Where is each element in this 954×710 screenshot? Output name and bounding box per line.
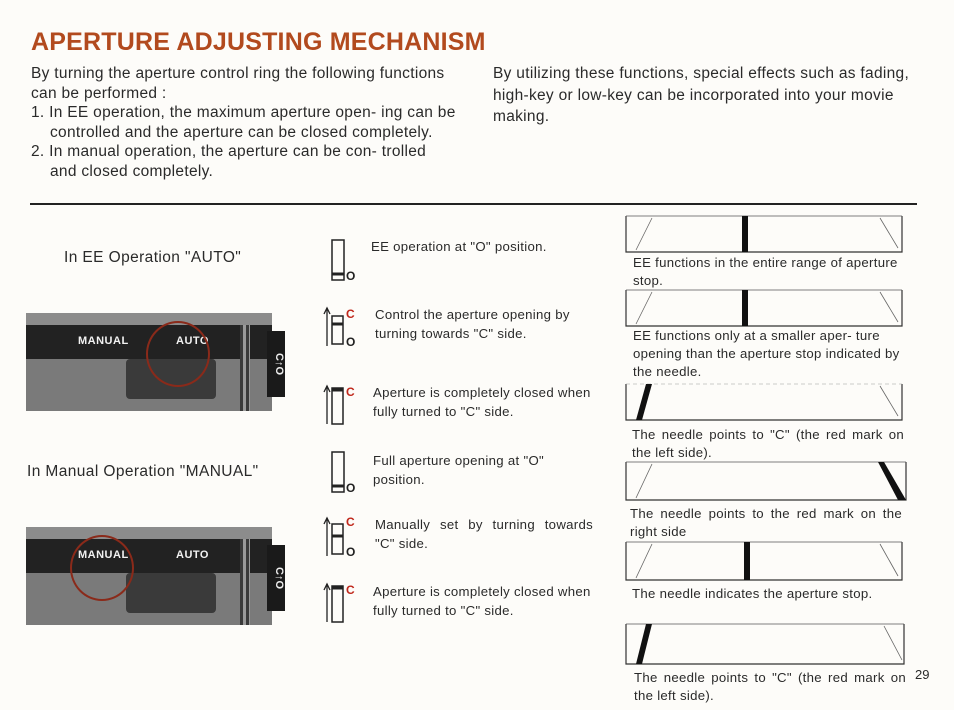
- needle-indicator-4: [622, 458, 910, 504]
- caption-manual-set: Manually set by turning towards "C" side.: [375, 517, 593, 551]
- manual-partial-symbol: [322, 514, 362, 560]
- manual-closed-symbol: [322, 580, 362, 626]
- needle-indicator-3: [622, 380, 906, 424]
- needle-caption-2: EE functions only at a smaller aper- ture opening than the aperture stop indicated by the needle.: [633, 328, 900, 379]
- caption-ee-control: Control the aperture opening by turning towards "C" side.: [375, 307, 570, 341]
- c-letter: C: [346, 515, 355, 529]
- needle-indicator-2: [622, 286, 906, 330]
- aperture-open-symbol: [330, 238, 354, 286]
- o-letter: O: [346, 269, 356, 283]
- needle-caption-4: The needle points to the red mark on the right side: [630, 506, 902, 539]
- needle-caption-5: The needle indicates the aperture stop.: [632, 586, 873, 601]
- aperture-closed-symbol: [322, 382, 362, 428]
- manual-mark: MANUAL: [78, 549, 129, 561]
- c-letter: C: [346, 307, 355, 321]
- highlight-circle: [146, 321, 210, 387]
- intro-item-2: 2. In manual operation, the aperture can be con- trolled and closed completely.: [31, 143, 427, 180]
- intro-left-column: [31, 64, 456, 182]
- camera-photo-auto: [26, 313, 285, 411]
- page-title: APERTURE ADJUSTING MECHANISM: [31, 28, 486, 56]
- manual-operation-label: In Manual Operation "MANUAL": [27, 463, 259, 480]
- manual-open-symbol: [330, 450, 354, 498]
- o-letter: O: [346, 481, 356, 495]
- aperture-scale: C↑O: [267, 331, 285, 397]
- c-letter: C: [346, 583, 355, 597]
- auto-mark: AUTO: [176, 549, 209, 561]
- needle-caption-6: The needle points to "C" (the red mark on the left side).: [634, 670, 906, 703]
- intro-lead: By turning the aperture control ring the following functions can be performed :: [31, 65, 445, 102]
- o-letter: O: [346, 545, 356, 559]
- section-divider: [30, 203, 917, 205]
- needle-caption-1: EE functions in the entire range of aperture stop.: [633, 255, 898, 288]
- needle-indicator-5: [622, 538, 906, 584]
- needle-indicator-1: [622, 212, 906, 256]
- caption-manual-o: Full aperture opening at "O" position.: [373, 453, 544, 487]
- page-number: 29: [915, 667, 930, 682]
- ee-operation-label: In EE Operation "AUTO": [64, 249, 242, 266]
- needle-caption-3: The needle points to "C" (the red mark on the left side).: [632, 427, 904, 460]
- camera-photo-manual: [26, 527, 285, 625]
- needle-indicator-6: [622, 620, 910, 668]
- caption-manual-closed: Aperture is completely closed when fully turned to "C" side.: [373, 584, 591, 618]
- caption-ee-closed: Aperture is completely closed when fully turned to "C" side.: [373, 385, 591, 419]
- auto-mark: AUTO: [176, 335, 209, 347]
- highlight-circle: [70, 535, 134, 601]
- c-letter: C: [346, 385, 355, 399]
- manual-mark: MANUAL: [78, 335, 129, 347]
- caption-ee-o: EE operation at "O" position.: [371, 239, 547, 254]
- aperture-scale: C↑O: [267, 545, 285, 611]
- intro-item-1: 1. In EE operation, the maximum aperture open- ing can be controlled and the aperture can be closed completely.: [31, 104, 456, 141]
- o-letter: O: [346, 335, 356, 349]
- aperture-partial-symbol: [322, 304, 362, 350]
- intro-right-column: By utilizing these functions, special effects such as fading, high-key or low-key can be incorporated into your movie making.: [493, 65, 910, 125]
